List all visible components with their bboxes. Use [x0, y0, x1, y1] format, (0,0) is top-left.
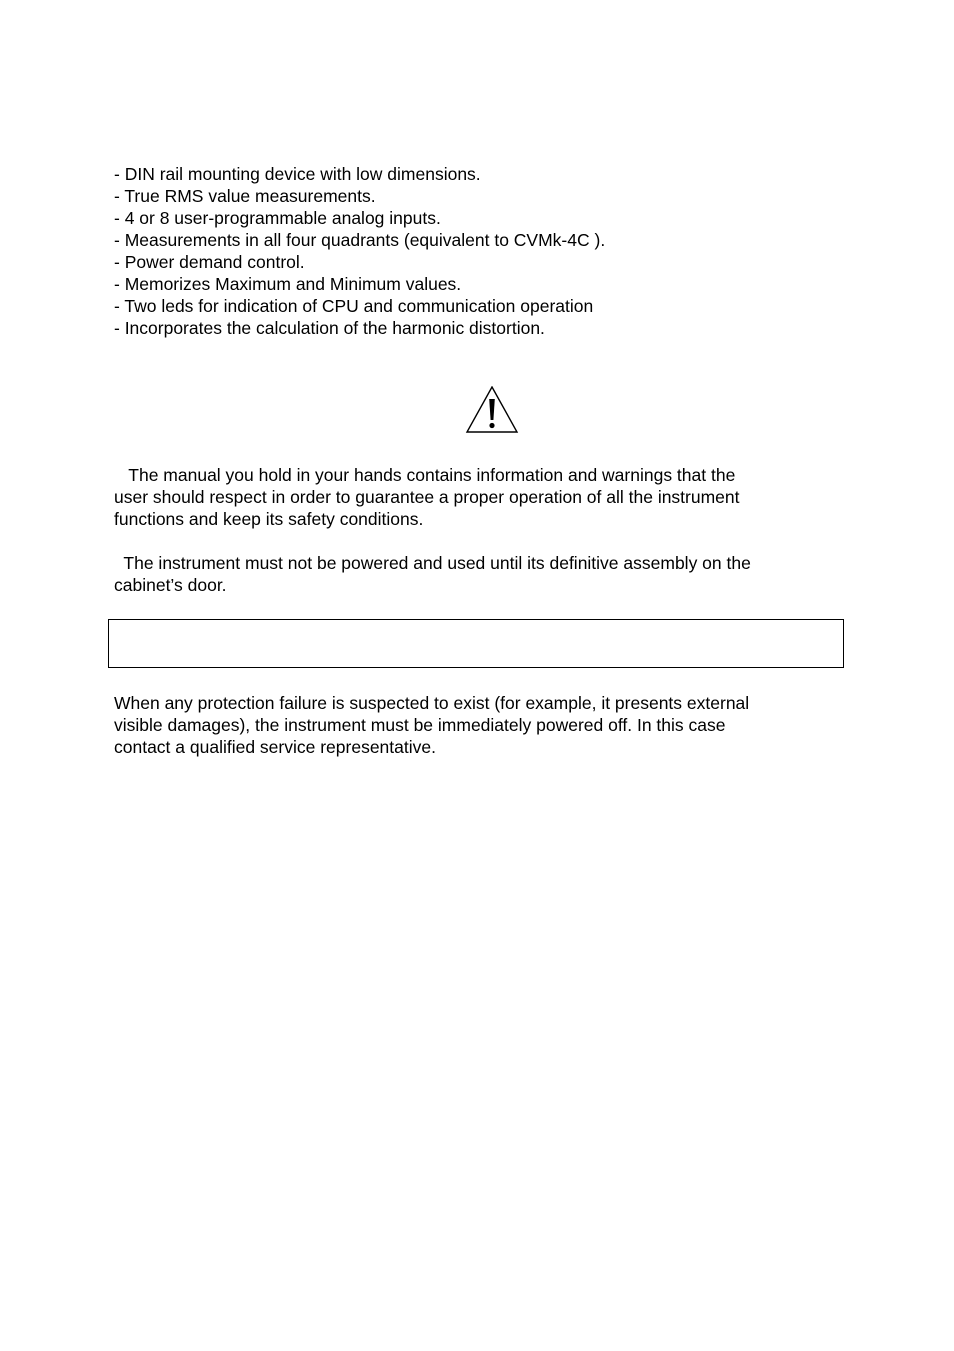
- feature-item: - DIN rail mounting device with low dimensions.: [114, 164, 481, 184]
- bordered-box: [108, 619, 844, 668]
- feature-item: - True RMS value measurements.: [114, 186, 376, 206]
- manual-notice-line: The manual you hold in your hands contains information and warnings that the: [114, 465, 736, 485]
- assembly-notice-line: The instrument must not be powered and used until its definitive assembly on the: [114, 553, 751, 573]
- feature-item: - Measurements in all four quadrants (equivalent to CVMk-4C ).: [114, 230, 606, 250]
- manual-notice-paragraph: [114, 464, 834, 530]
- protection-notice-line: When any protection failure is suspected to exist (for example, it presents external: [114, 693, 750, 713]
- manual-notice-line: user should respect in order to guarantee a proper operation of all the instrument: [114, 487, 740, 507]
- assembly-notice-line: cabinet’s door.: [114, 575, 227, 595]
- manual-notice-line: functions and keep its safety conditions.: [114, 509, 424, 529]
- feature-item: - Two leds for indication of CPU and communication operation: [114, 296, 594, 316]
- protection-notice-paragraph: [114, 692, 834, 758]
- warning-triangle-icon: [465, 386, 519, 434]
- protection-notice-line: visible damages), the instrument must be immediately powered off. In this case: [114, 715, 726, 735]
- protection-notice-line: contact a qualified service representative.: [114, 737, 436, 757]
- assembly-notice-paragraph: [114, 552, 834, 596]
- feature-item: - Memorizes Maximum and Minimum values.: [114, 274, 462, 294]
- feature-item: - Incorporates the calculation of the harmonic distortion.: [114, 318, 545, 338]
- feature-list: [114, 163, 605, 339]
- feature-item: - 4 or 8 user-programmable analog inputs.: [114, 208, 441, 228]
- feature-item: - Power demand control.: [114, 252, 305, 272]
